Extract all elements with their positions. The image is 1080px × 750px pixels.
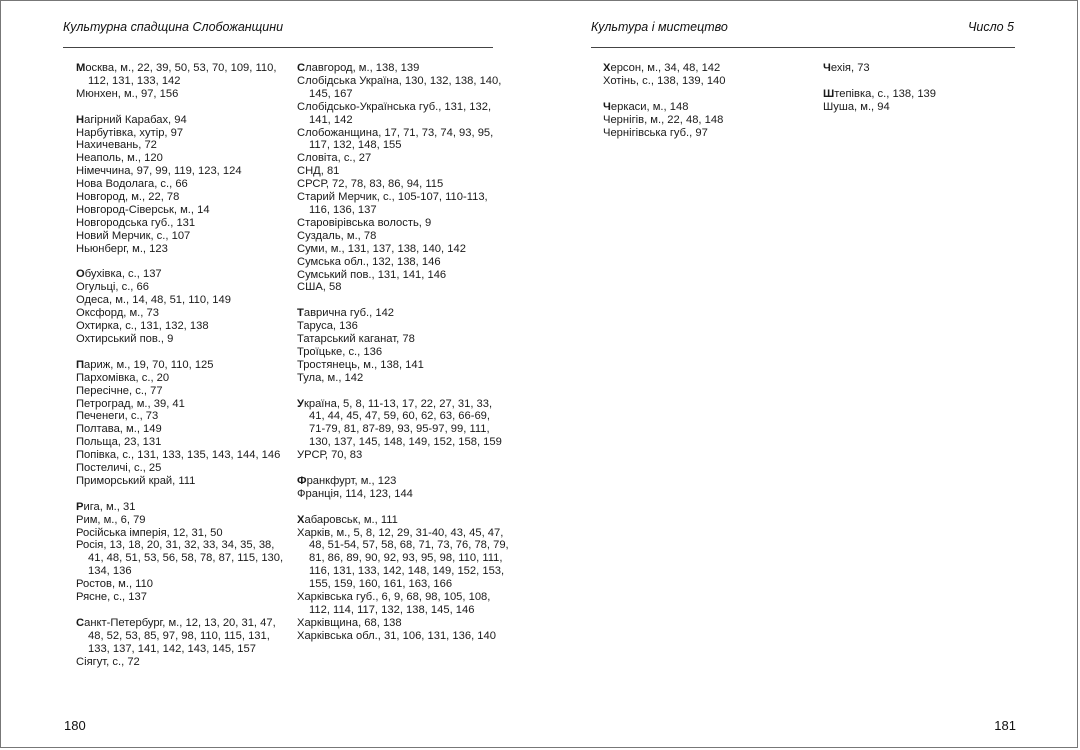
index-letter-group [76,114,288,256]
index-entry: Попівка, с., 131, 133, 135, 143, 144, 146 [76,449,281,462]
index-entry: Старовірівська волость, 9 [297,216,432,229]
index-entry: Суздаль, м., 78 [297,229,377,242]
index-entry: Таврична губ., 142 [297,307,395,320]
index-entry: Слобожанщина, 17, 71, 73, 74, 93, 95, 117, 132, 148, 155 [297,126,494,152]
index-entry: Рига, м., 31 [76,500,136,513]
index-entry: Сіягут, с., 72 [76,655,140,668]
index-entry: Новгород, м., 22, 78 [76,191,180,204]
index-entry: Нова Водолага, с., 66 [76,178,188,191]
index-entry: Одеса, м., 14, 48, 51, 110, 149 [76,294,231,307]
index-entry: Париж, м., 19, 70, 110, 125 [76,358,214,371]
index-entry: Нахичевань, 72 [76,139,157,152]
index-entry: Петроград, м., 39, 41 [76,397,185,410]
running-head-right: Число 5 [967,20,1014,34]
index-entry: УРСР, 70, 83 [297,449,363,462]
index-entry: Неаполь, м., 120 [76,152,163,165]
running-head-left: Культурна спадщина Слобожанщини [63,20,284,34]
index-entry: Рясне, с., 137 [76,591,147,604]
index-entry: Польща, 23, 131 [76,436,162,449]
index-entry: СРСР, 72, 78, 83, 86, 94, 115 [297,178,444,191]
index-entry: Суми, м., 131, 137, 138, 140, 142 [297,242,466,255]
index-letter-group [603,62,815,88]
index-letter-group [76,617,288,669]
index-entry: Харківська губ., 6, 9, 68, 98, 105, 108, 112, 114, 117, 132, 138, 145, 146 [297,591,491,616]
index-entry: Ньюнберг, м., 123 [76,242,168,255]
index-entry: Росія, 13, 18, 20, 31, 32, 33, 34, 35, 38, 41, 48, 51, 53, 56, 58, 78, 87, 115, 130, 134, 136 [76,539,284,578]
index-entry: Сумський пов., 131, 141, 146 [297,268,447,281]
index-letter-group [823,88,1035,114]
index-entry: Славгород, м., 138, 139 [297,62,420,74]
index-entry: Нагірний Карабах, 94 [76,113,187,126]
index-letter-group [823,62,1035,75]
left-page [1,1,540,749]
index-entry: Словіта, с., 27 [297,152,372,165]
index-entry: Україна, 5, 8, 11-13, 17, 22, 27, 31, 33, 41, 44, 45, 47, 59, 60, 62, 63, 66-69, 71-79, 81, 87-89, 93, 95-97, 99, 111, 130, 137, 145, 148, 149, 152, 158, 159 [297,397,502,449]
index-entry: Печенеги, с., 73 [76,410,159,423]
index-entry: Шуша, м., 94 [823,100,890,113]
index-entry: Татарський каганат, 78 [297,333,415,346]
index-entry: Чехія, 73 [823,62,870,74]
page-number: 180 [64,718,86,733]
index-entry: Огульці, с., 66 [76,281,149,294]
index-entry: Пересічне, с., 77 [76,384,163,397]
index-entry: Сумська обл., 132, 138, 146 [297,255,441,268]
index-entry: Новгород-Сіверськ, м., 14 [76,203,210,216]
header-rule [591,47,1015,48]
index-entry: Постеличі, с., 25 [76,462,162,475]
index-entry: Охтирка, с., 131, 132, 138 [76,320,209,333]
index-letter-group [297,475,509,501]
index-entry: Слобідська Україна, 130, 132, 138, 140, 145, 167 [297,74,502,100]
index-letter-group [76,62,288,101]
index-entry: Харків, м., 5, 8, 12, 29, 31-40, 43, 45, 47, 48, 51-54, 57, 58, 68, 71, 73, 76, 78, 79, 81, 86, 89, 90, 92, 93, 95, 98, 110, 111, 116, 131, 133, 142, 148, 149, 152, 153, 155, 159, 160, 161, 163, 166 [297,526,509,591]
index-entry: Чернігів, м., 22, 48, 148 [603,113,724,126]
index-column [297,62,509,656]
index-letter-group [76,359,288,488]
index-entry: Німеччина, 97, 99, 119, 123, 124 [76,165,242,178]
index-entry: Обухівка, с., 137 [76,268,162,281]
index-entry: Російська імперія, 12, 31, 50 [76,526,223,539]
index-entry: Слобідсько-Українська губ., 131, 132, 141, 142 [297,100,492,126]
index-letter-group [297,307,509,384]
index-entry: Ростов, м., 110 [76,578,154,591]
right-page [540,1,1079,749]
index-entry: Пархомівка, с., 20 [76,371,170,384]
index-entry: СНД, 81 [297,165,340,178]
index-entry: Чернігівська губ., 97 [603,126,708,139]
index-entry: Полтава, м., 149 [76,423,162,436]
index-entry: Мюнхен, м., 97, 156 [76,87,179,100]
index-letter-group [76,501,288,604]
index-entry: Тростянець, м., 138, 141 [297,358,424,371]
index-entry: Оксфорд, м., 73 [76,307,159,320]
index-entry: США, 58 [297,281,342,294]
index-letter-group [297,514,509,643]
index-column [823,62,1035,127]
index-entry: Санкт-Петербург, м., 12, 13, 20, 31, 47, 48, 52, 53, 85, 97, 98, 110, 115, 131, 133, 137, 141, 142, 143, 145, 157 [76,616,276,655]
index-entry: Охтирський пов., 9 [76,333,174,345]
index-entry: Харківська обл., 31, 106, 131, 136, 140 [297,629,496,642]
index-entry: Новий Мерчик, с., 107 [76,229,191,242]
index-entry: Штепівка, с., 138, 139 [823,87,937,100]
index-entry: Приморський край, 111 [76,474,196,487]
index-entry: Старий Мерчик, с., 105-107, 110-113, 116, 136, 137 [297,191,488,216]
index-entry: Таруса, 136 [297,320,358,333]
index-column [603,62,815,152]
index-entry: Хотінь, с., 138, 139, 140 [603,74,726,87]
index-letter-group [603,101,815,140]
index-letter-group [297,398,509,463]
index-entry: Тула, м., 142 [297,371,364,384]
running-head-left: Культура і мистецтво [591,20,728,34]
header-rule [63,47,493,48]
index-entry: Харківщина, 68, 138 [297,616,402,629]
index-entry: Черкаси, м., 148 [603,100,689,113]
index-entry: Рим, м., 6, 79 [76,513,146,526]
index-entry: Хабаровськ, м., 111 [297,513,398,526]
index-entry: Москва, м., 22, 39, 50, 53, 70, 109, 110, 112, 131, 133, 142 [76,62,277,87]
index-letter-group [297,62,509,294]
index-entry: Троїцьке, с., 136 [297,345,383,358]
index-entry: Франкфурт, м., 123 [297,474,397,487]
index-entry: Нарбутівка, хутір, 97 [76,126,184,139]
index-entry: Новгородська губ., 131 [76,216,196,229]
index-entry: Херсон, м., 34, 48, 142 [603,62,721,74]
page-number: 181 [994,718,1016,733]
index-entry: Франція, 114, 123, 144 [297,487,413,500]
index-letter-group [76,268,288,345]
index-column [76,62,288,681]
